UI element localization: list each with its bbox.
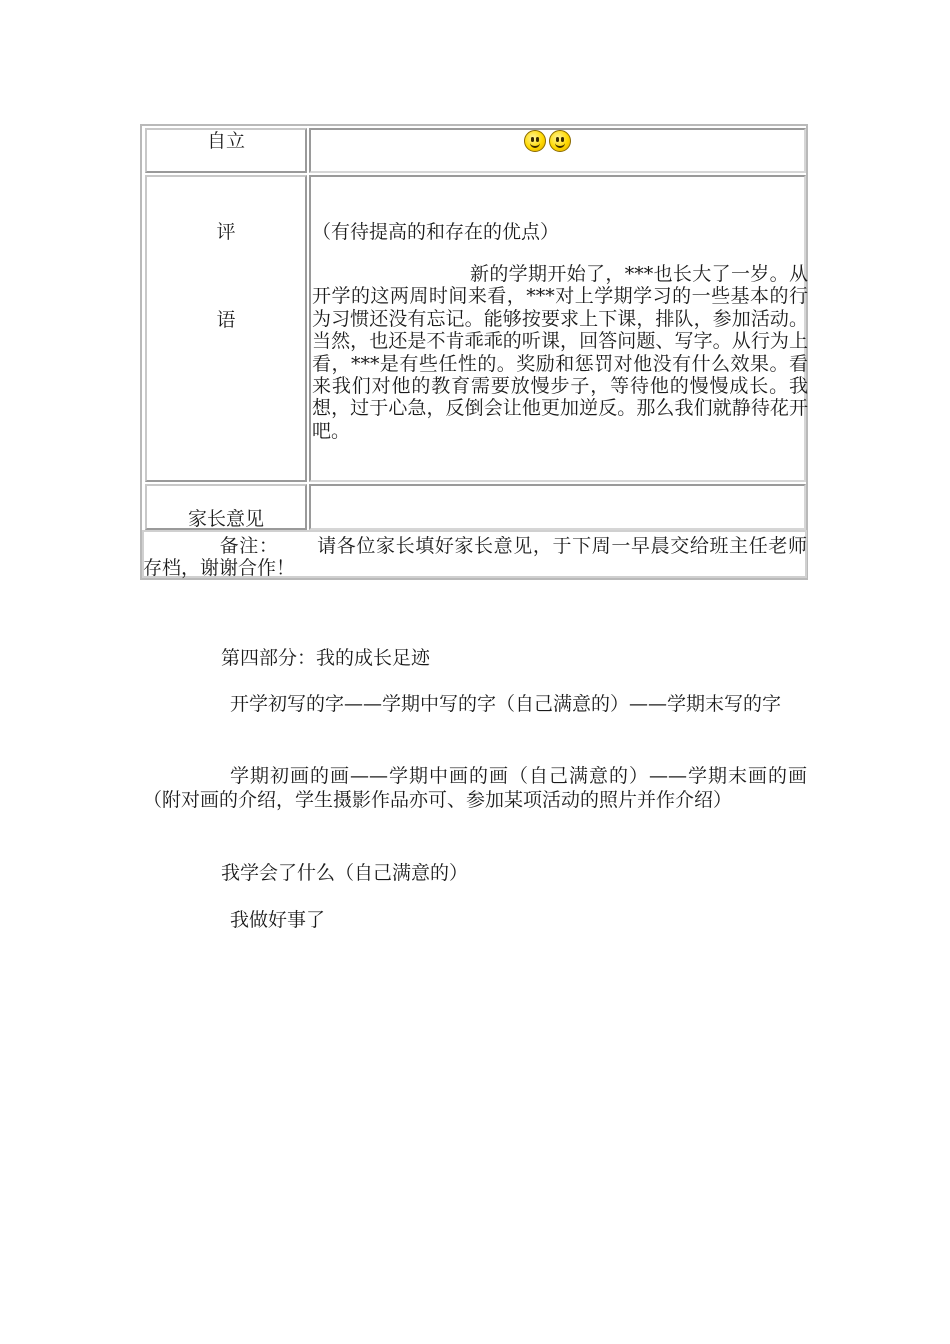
section-item-good-deed: 我做好事了 — [230, 909, 326, 931]
parent-value-cell — [309, 484, 806, 530]
smiley-face-icon — [549, 130, 571, 152]
comment-body: 新的学期开始了，***也长大了一岁。从开学的这两周时间来看，***对上学期学习的一些基本的行为习惯还没有忘记。能够按要求上下课，排队，参加活动。当然，也还是不肯乖乖的听课，回答问题、写字。从行为上看，***是有些任性的。奖励和惩罚对他没有什么效果。看来我们对他的教育需要放慢步子，等待他的慢慢成长。我想，过于心急，反倒会让他更加逆反。那么我们就静待花开吧。 — [312, 263, 808, 442]
note-label: 备注： — [219, 535, 279, 557]
section-item-drawing: 学期初画的画——学期中画的画（自己满意的）——学期末画的画（附对画的介绍，学生摄影作品亦可、参加某项活动的照片并作介绍） — [143, 765, 807, 811]
comment-subtitle: （有待提高的和存在的优点） — [312, 221, 560, 243]
comment-label-bottom: 语 — [216, 309, 236, 331]
note — [143, 535, 807, 579]
section-item-writing: 开学初写的字——学期中写的字（自己满意的）——学期末写的字 — [230, 693, 782, 715]
section-title: 第四部分：我的成长足迹 — [221, 647, 431, 669]
section-item-learned: 我学会了什么（自己满意的） — [221, 862, 469, 884]
parent-label: 家长意见 — [187, 508, 264, 530]
comment-label-top: 评 — [216, 221, 236, 243]
smiley-face-icon — [524, 130, 546, 152]
note-text: 请各位家长填好家长意见，于下周一早晨交给班主任老师存档，谢谢合作！ — [143, 535, 807, 579]
self-label: 自立 — [206, 130, 245, 152]
